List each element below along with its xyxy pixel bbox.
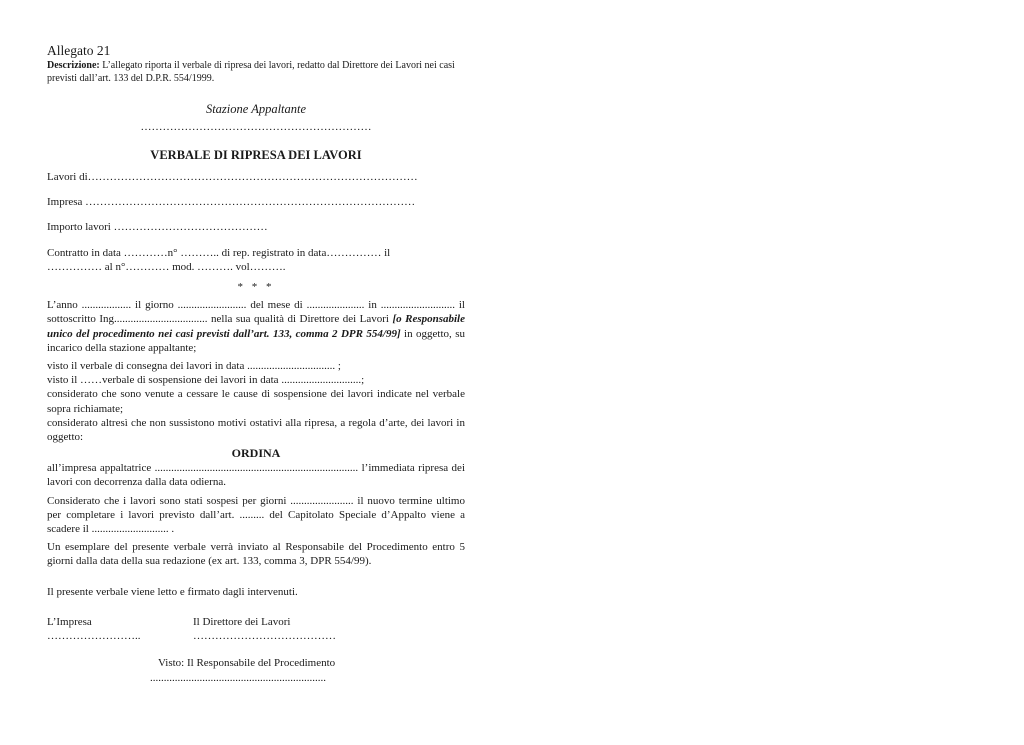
visto-responsabile-label: Visto: Il Responsabile del Procedimento <box>158 657 336 670</box>
visto-responsabile-dots: ................................................................ <box>150 672 326 685</box>
ordina-heading: ORDINA <box>231 446 281 461</box>
intro-text-a: L’anno .................. il giorno ......................... del mese di ..................... in ........................... il sottoscritto Ing.................................. nella sua qualità di Direttore dei Lavori <box>47 299 465 326</box>
considerato-giorni: Considerato che i lavori sono stati sospesi per giorni ....................... il nuovo termine ultimo per completare i lavori previsto dall’art. ......... del Capitolato Speciale d’Appalto viene a scadere il ............................ . <box>47 494 465 536</box>
contratto-line-1: Contratto in data …………n° ……….. di rep. registrato in data…………… il <box>47 246 391 259</box>
lavori-field: Lavori di……………………………………………………………………………… <box>47 171 418 183</box>
visto-sospensione: visto il ……verbale di sospensione dei lavori in data .............................; <box>47 374 365 387</box>
stazione-appaltante-dots: ……………………………………………………… <box>140 121 372 133</box>
impresa-signature-label: L’Impresa <box>47 615 92 628</box>
impresa-field: Impresa ……………………………………………………………………………… <box>47 196 416 209</box>
verbale-title: VERBALE DI RIPRESA DEI LAVORI <box>150 148 362 162</box>
description <box>47 60 465 85</box>
impresa-signature <box>47 615 193 643</box>
visto-consegna: visto il verbale di consegna dei lavori in data ................................ ; <box>47 360 341 373</box>
direttore-signature-label: Il Direttore dei Lavori <box>193 615 291 628</box>
considerato-altresi: considerato altresì che non sussistono motivi ostativi alla ripresa, a regola d’arte, dei lavori in oggetto: <box>47 416 465 444</box>
paragraph-intro <box>47 298 465 355</box>
contratto-line-2: …………… al n°………… mod. ………. vol………. <box>47 260 286 273</box>
signatures-row <box>47 615 465 643</box>
description-label: Descrizione: <box>47 60 100 71</box>
impresa-signature-dots: …………………….. <box>47 630 141 643</box>
document-page <box>47 43 465 686</box>
considerato-cessare: considerato che sono venute a cessare le cause di sospensione dei lavori indicate nel verbale sopra richiamate; <box>47 388 465 415</box>
intro-text-bold-italic: [o Responsabile unico del procedimento nei casi previsti dall’art. 133, comma 2 DPR 554/99] <box>47 313 465 340</box>
stazione-appaltante-title: Stazione Appaltante <box>205 102 307 116</box>
letto-firmato: Il presente verbale viene letto e firmato dagli intervenuti. <box>47 585 298 598</box>
impresa-appaltatrice-line: all’impresa appaltatrice .......................................................................... l’immediata ripresa dei lavori con decorrenza dalla data odierna. <box>47 462 465 489</box>
direttore-signature <box>193 615 465 643</box>
esemplare-paragraph: Un esemplare del presente verbale verrà inviato al Responsabile del Procedimento entro 5 giorni dalla data della sua redazione (ex art. 133, comma 3, DPR 554/99). <box>47 541 465 568</box>
direttore-signature-dots: ………………………………… <box>193 630 336 643</box>
description-text: L’allegato riporta il verbale di ripresa dei lavori, redatto dal Direttore dei Lavori nei casi previsti dall’art. 133 del D.P.R. 554/1999. <box>47 60 455 84</box>
section-stars: * * * <box>237 281 275 294</box>
allegato-title: Allegato 21 <box>47 43 111 58</box>
intro-text-b: in oggetto, su incarico della stazione appaltante; <box>47 327 465 354</box>
importo-field: Importo lavori …………………………………… <box>47 221 268 234</box>
